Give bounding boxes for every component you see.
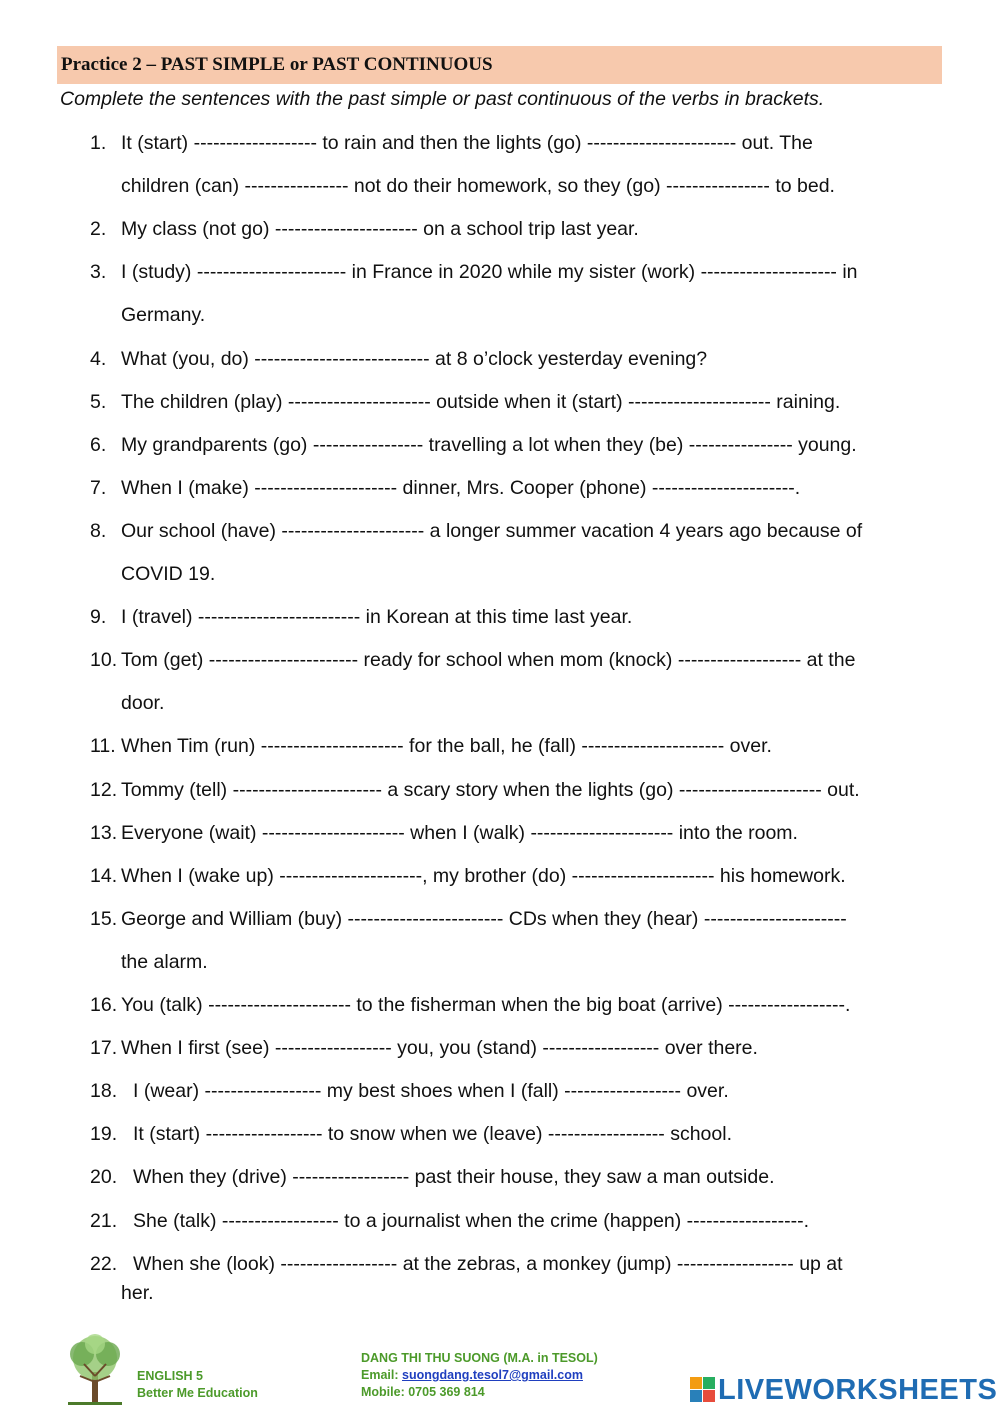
exercise-text: When I (wake up) ----------------------, my brother (do) ---------------------- his homework. [121, 864, 846, 887]
exercise-number: 6. [90, 433, 107, 456]
exercise-text: When I (make) ---------------------- dinner, Mrs. Cooper (phone) ----------------------. [121, 476, 801, 499]
email-label: Email: [361, 1368, 402, 1382]
exercise-number: 12. [90, 778, 118, 801]
exercise-number: 9. [90, 606, 107, 629]
exercise-text: the alarm. [121, 950, 208, 973]
exercise-number: 15. [90, 907, 118, 930]
exercise-number: 22. [90, 1252, 118, 1275]
exercise-text: When I first (see) ------------------ you, you (stand) ------------------ over there. [121, 1037, 758, 1060]
exercise-text: What (you, do) --------------------------- at 8 o’clock yesterday evening? [121, 347, 708, 370]
exercise-number: 16. [90, 994, 118, 1016]
section-title: Practice 2 – PAST SIMPLE or PAST CONTINUOUS [61, 54, 493, 75]
exercise-text: My grandparents (go) ----------------- travelling a lot when they (be) ---------------- young. [121, 433, 857, 456]
organization: Better Me Education [137, 1386, 258, 1400]
exercise-number: 10. [90, 649, 118, 672]
exercise-number: 20. [90, 1166, 118, 1189]
exercise-text: her. [121, 1281, 154, 1304]
liveworksheets-logo [690, 1372, 997, 1408]
exercise-text: children (can) ---------------- not do their homework, so they (go) ---------------- to bed. [121, 175, 835, 198]
exercise-number: 7. [90, 476, 107, 499]
exercise-text: She (talk) ------------------ to a journalist when the crime (happen) ------------------. [133, 1209, 809, 1232]
exercise-number: 4. [90, 347, 107, 370]
exercise-number: 2. [90, 218, 107, 241]
mobile-line: Mobile: 0705 369 814 [361, 1385, 485, 1399]
author-name: DANG THI THU SUONG (M.A. in TESOL) [361, 1351, 598, 1365]
exercise-text: When Tim (run) ---------------------- for the ball, he (fall) ---------------------- over. [121, 735, 772, 758]
exercise-text: COVID 19. [121, 563, 216, 585]
exercise-number: 17. [90, 1037, 118, 1060]
exercise-text: My class (not go) ---------------------- on a school trip last year. [121, 218, 639, 241]
email-line [361, 1367, 598, 1384]
exercise-text: door. [121, 692, 165, 715]
exercise-number: 3. [90, 261, 107, 284]
exercise-text: I (study) ----------------------- in France in 2020 while my sister (work) --------------------- in [121, 261, 858, 284]
exercise-number: 13. [90, 821, 118, 844]
footer-contact [361, 1350, 598, 1401]
exercise-text: Tommy (tell) ----------------------- a scary story when the lights (go) ---------------------- out. [121, 778, 860, 801]
exercise-number: 18. [90, 1080, 118, 1103]
exercise-text: George and William (buy) ------------------------ CDs when they (hear) ---------------------- [121, 907, 847, 930]
exercise-number: 21. [90, 1209, 118, 1232]
exercise-text: Our school (have) ---------------------- a longer summer vacation 4 years ago because of [121, 519, 863, 542]
email-link[interactable]: suongdang.tesol7@gmail.com [402, 1368, 583, 1382]
exercise-text: When they (drive) ------------------ past their house, they saw a man outside. [133, 1166, 775, 1189]
tree-logo [58, 1332, 132, 1410]
exercise-text: It (start) ------------------ to snow when we (leave) ------------------ school. [133, 1123, 732, 1146]
exercise-text: When she (look) ------------------ at the zebras, a monkey (jump) ------------------ up at [133, 1252, 843, 1275]
instructions: Complete the sentences with the past simple or past continuous of the verbs in brackets. [60, 88, 825, 110]
exercise-text: Germany. [121, 304, 206, 327]
exercise-number: 14. [90, 864, 118, 887]
exercise-number: 1. [90, 132, 107, 154]
section-title-bar [57, 46, 942, 84]
exercise-text: It (start) ------------------- to rain and then the lights (go) ----------------------- out. The [121, 132, 813, 154]
liveworksheets-brand: LIVEWORKSHEETS [718, 1373, 998, 1406]
exercise-number: 11. [90, 735, 116, 758]
exercise-number: 5. [90, 390, 107, 413]
exercise-text: The children (play) ---------------------- outside when it (start) ---------------------- raining. [121, 390, 841, 413]
course-name: ENGLISH 5 [137, 1369, 203, 1383]
exercise-text: Tom (get) ----------------------- ready for school when mom (knock) ------------------- at the [121, 649, 856, 672]
exercise-text: Everyone (wait) ---------------------- when I (walk) ---------------------- into the room. [121, 821, 798, 844]
exercise-text: I (wear) ------------------ my best shoes when I (fall) ------------------ over. [133, 1080, 729, 1103]
exercise-number: 8. [90, 519, 107, 542]
liveworksheets-blocks-icon [690, 1377, 716, 1403]
footer-left [137, 1368, 258, 1402]
exercise-number: 19. [90, 1123, 118, 1146]
exercise-text: You (talk) ---------------------- to the fisherman when the big boat (arrive) ------------------. [121, 994, 851, 1016]
exercise-text: I (travel) ------------------------- in Korean at this time last year. [121, 606, 633, 629]
